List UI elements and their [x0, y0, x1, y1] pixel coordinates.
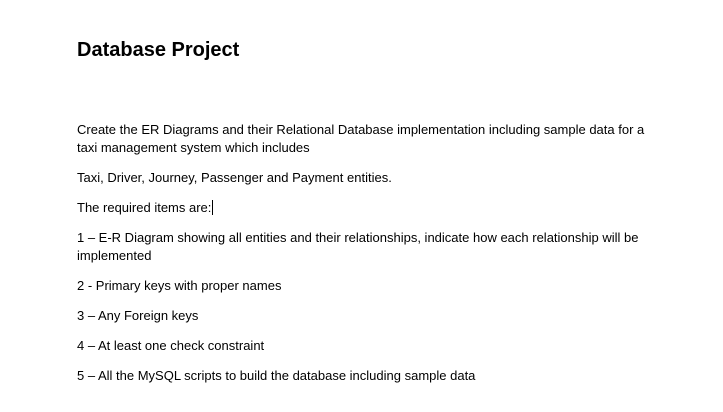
list-item-3[interactable]: 3 – Any Foreign keys — [77, 308, 199, 323]
text-cursor — [212, 200, 213, 215]
paragraph-list — [77, 121, 677, 385]
paragraph-entities[interactable]: Taxi, Driver, Journey, Passenger and Payment entities. — [77, 170, 392, 185]
document-body[interactable] — [77, 38, 677, 397]
required-items-text: The required items are: — [77, 200, 212, 215]
list-item-1[interactable]: 1 – E-R Diagram showing all entities and their relationships, indicate how each relationship will be implemented — [77, 230, 639, 263]
list-item-5[interactable]: 5 – All the MySQL scripts to build the database including sample data — [77, 368, 476, 383]
paragraph-intro[interactable]: Create the ER Diagrams and their Relational Database implementation including sample data for a taxi management system which includes — [77, 122, 645, 155]
list-item-4[interactable]: 4 – At least one check constraint — [77, 338, 265, 353]
paragraph-required-items[interactable] — [77, 199, 677, 217]
document-title[interactable]: Database Project — [77, 39, 240, 61]
list-item-2[interactable]: 2 - Primary keys with proper names — [77, 278, 282, 293]
